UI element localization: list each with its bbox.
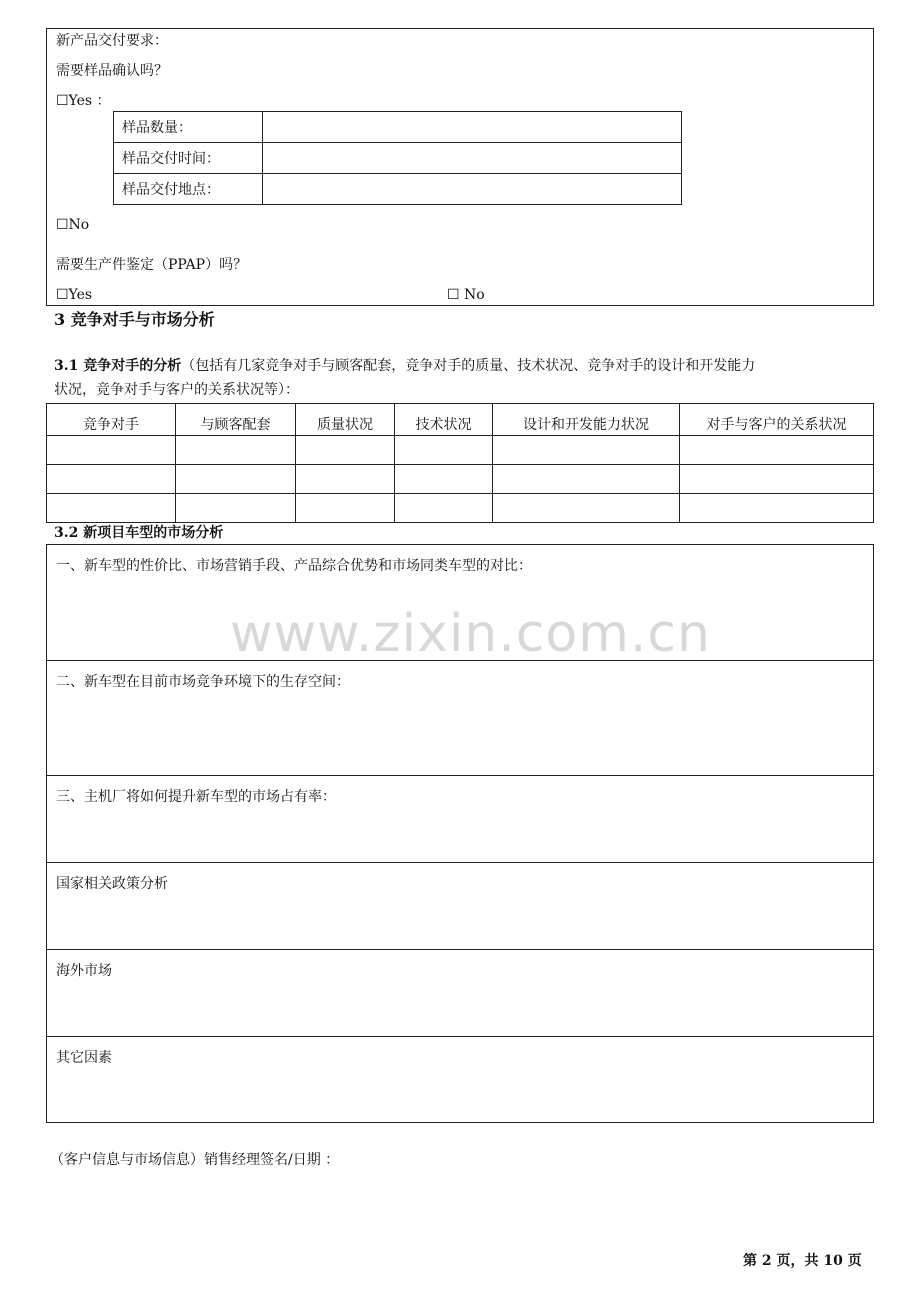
table-cell[interactable] bbox=[296, 494, 395, 523]
market-row-label: 一、新车型的性价比、市场营销手段、产品综合优势和市场同类车型的对比： bbox=[56, 558, 532, 574]
table-cell[interactable] bbox=[47, 494, 176, 523]
market-row-label: 国家相关政策分析 bbox=[56, 876, 168, 892]
table-row bbox=[114, 143, 682, 174]
sample-delivery-time-label: 样品交付时间： bbox=[114, 143, 263, 174]
table-cell[interactable] bbox=[296, 465, 395, 494]
table-row bbox=[47, 494, 874, 523]
market-row-label: 三、主机厂将如何提升新车型的市场占有率： bbox=[56, 789, 336, 805]
table-row bbox=[114, 112, 682, 143]
section-3-2-heading: 3.2 新项目车型的市场分析 bbox=[54, 525, 224, 541]
sample-details-table bbox=[113, 111, 682, 205]
table-cell[interactable] bbox=[176, 436, 296, 465]
table-cell[interactable] bbox=[493, 436, 680, 465]
sales-manager-signature-line: （客户信息与市场信息）销售经理签名/日期 ： bbox=[50, 1152, 340, 1168]
table-cell[interactable] bbox=[493, 494, 680, 523]
competitor-table bbox=[46, 403, 874, 523]
delivery-title: 新产品交付要求： bbox=[56, 33, 168, 49]
table-cell[interactable] bbox=[493, 465, 680, 494]
market-row-policy-analysis[interactable] bbox=[47, 863, 873, 950]
sample-no-checkbox[interactable]: ☐No bbox=[56, 217, 90, 233]
ppap-yes-checkbox[interactable]: ☐Yes bbox=[56, 287, 93, 303]
section-3-1-intro bbox=[54, 357, 755, 375]
column-header-competitor: 竞争对手 bbox=[47, 404, 176, 436]
sample-quantity-field[interactable] bbox=[263, 112, 682, 143]
market-row-label: 其它因素 bbox=[56, 1050, 112, 1066]
table-cell[interactable] bbox=[395, 465, 493, 494]
section-3-1-description: （包括有几家竞争对手与顾客配套，竞争对手的质量、技术状况、竞争对手的设计和开发能力 bbox=[181, 358, 756, 374]
market-row-other-factors[interactable] bbox=[47, 1037, 873, 1122]
sample-delivery-time-field[interactable] bbox=[263, 143, 682, 174]
table-cell[interactable] bbox=[680, 436, 874, 465]
section-3-1-heading: 3.1 竞争对手的分析 bbox=[54, 358, 182, 374]
table-row bbox=[47, 436, 874, 465]
column-header-customer-matching: 与顾客配套 bbox=[176, 404, 296, 436]
sample-quantity-label: 样品数量： bbox=[114, 112, 263, 143]
market-row-market-share[interactable] bbox=[47, 776, 873, 863]
column-header-design-capability: 设计和开发能力状况 bbox=[493, 404, 680, 436]
table-cell[interactable] bbox=[47, 436, 176, 465]
sample-delivery-location-label: 样品交付地点： bbox=[114, 174, 263, 205]
table-cell[interactable] bbox=[296, 436, 395, 465]
table-cell[interactable] bbox=[680, 465, 874, 494]
sample-yes-checkbox[interactable]: ☐Yes ： bbox=[56, 93, 111, 109]
section-3-heading: 3 竞争对手与市场分析 bbox=[54, 310, 215, 329]
ppap-question: 需要生产件鉴定（PPAP）吗？ bbox=[56, 257, 248, 273]
table-header-row bbox=[47, 404, 874, 436]
watermark: www.zixin.com.cn bbox=[230, 604, 711, 664]
page-number-footer: 第 2 页，共 10 页 bbox=[743, 1253, 862, 1269]
table-row bbox=[47, 465, 874, 494]
market-row-label: 二、新车型在目前市场竞争环境下的生存空间： bbox=[56, 674, 350, 690]
column-header-customer-relationship: 对手与客户的关系状况 bbox=[680, 404, 874, 436]
market-row-label: 海外市场 bbox=[56, 963, 112, 979]
column-header-technology: 技术状况 bbox=[395, 404, 493, 436]
table-cell[interactable] bbox=[176, 465, 296, 494]
table-cell[interactable] bbox=[395, 494, 493, 523]
table-cell[interactable] bbox=[47, 465, 176, 494]
sample-delivery-location-field[interactable] bbox=[263, 174, 682, 205]
section-3-1-description-cont: 状况，竞争对手与客户的关系状况等）： bbox=[54, 382, 299, 398]
table-cell[interactable] bbox=[395, 436, 493, 465]
table-cell[interactable] bbox=[680, 494, 874, 523]
table-row bbox=[114, 174, 682, 205]
column-header-quality: 质量状况 bbox=[296, 404, 395, 436]
sample-question: 需要样品确认吗？ bbox=[56, 63, 168, 79]
market-row-survival-space[interactable] bbox=[47, 661, 873, 776]
market-row-overseas-market[interactable] bbox=[47, 950, 873, 1037]
table-cell[interactable] bbox=[176, 494, 296, 523]
ppap-no-checkbox[interactable]: ☐ No bbox=[447, 287, 485, 303]
